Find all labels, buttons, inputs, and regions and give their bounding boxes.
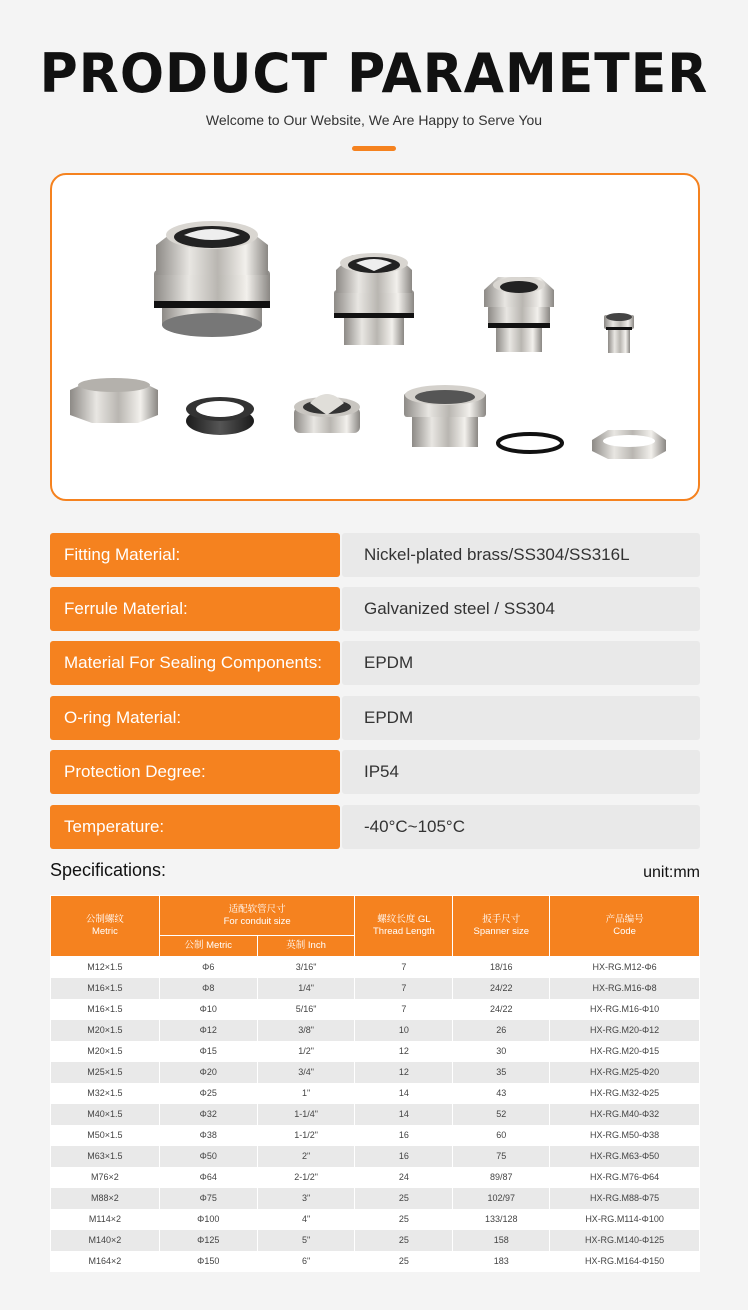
table-row	[51, 1062, 700, 1083]
cell-thread-length: 10	[355, 1020, 453, 1041]
cell-spanner-size: 60	[453, 1125, 550, 1146]
ferrule	[294, 394, 360, 433]
cell-code: HX-RG.M16-Φ10	[550, 999, 700, 1020]
cell-spanner-size: 18/16	[453, 957, 550, 978]
cell-metric: M88×2	[51, 1188, 160, 1209]
cell-thread-length: 25	[355, 1188, 453, 1209]
header-metric: 公制螺纹 Metric	[51, 896, 160, 957]
cell-conduit-inch: 2"	[257, 1146, 355, 1167]
table-row	[51, 999, 700, 1020]
param-value: EPDM	[342, 641, 700, 685]
hex-nut-large	[70, 378, 158, 423]
cable-gland-parts-image	[52, 175, 698, 499]
cell-conduit-inch: 3/8"	[257, 1020, 355, 1041]
cell-metric: M20×1.5	[51, 1041, 160, 1062]
cell-code: HX-RG.M63-Φ50	[550, 1146, 700, 1167]
table-row	[51, 1020, 700, 1041]
cell-thread-length: 7	[355, 957, 453, 978]
table-row	[51, 1125, 700, 1146]
cell-metric: M25×1.5	[51, 1062, 160, 1083]
header-conduit-metric: 公制 Metric	[159, 936, 257, 957]
large-gland	[154, 221, 270, 337]
cell-thread-length: 7	[355, 978, 453, 999]
cell-conduit-inch: 3"	[257, 1188, 355, 1209]
cell-code: HX-RG.M50-Φ38	[550, 1125, 700, 1146]
cell-spanner-size: 43	[453, 1083, 550, 1104]
cell-conduit-metric: Φ6	[159, 957, 257, 978]
cell-code: HX-RG.M164-Φ150	[550, 1251, 700, 1272]
cell-conduit-metric: Φ100	[159, 1209, 257, 1230]
table-row	[51, 1188, 700, 1209]
cell-spanner-size: 133/128	[453, 1209, 550, 1230]
cell-thread-length: 16	[355, 1146, 453, 1167]
accent-divider	[352, 146, 396, 151]
cell-code: HX-RG.M25-Φ20	[550, 1062, 700, 1083]
cell-thread-length: 7	[355, 999, 453, 1020]
cell-spanner-size: 35	[453, 1062, 550, 1083]
cell-thread-length: 24	[355, 1167, 453, 1188]
product-photo	[50, 173, 700, 501]
cell-code: HX-RG.M20-Φ12	[550, 1020, 700, 1041]
cell-spanner-size: 158	[453, 1230, 550, 1251]
cell-spanner-size: 52	[453, 1104, 550, 1125]
cell-code: HX-RG.M88-Φ75	[550, 1188, 700, 1209]
param-row-ferrule-material	[50, 587, 700, 631]
table-row	[51, 1083, 700, 1104]
cell-conduit-inch: 4"	[257, 1209, 355, 1230]
unit-label: unit:mm	[643, 864, 700, 881]
header-conduit-size: 适配软管尺寸 For conduit size	[159, 896, 355, 936]
cell-thread-length: 25	[355, 1251, 453, 1272]
table-row	[51, 1230, 700, 1251]
cell-conduit-metric: Φ15	[159, 1041, 257, 1062]
cell-thread-length: 12	[355, 1041, 453, 1062]
cell-thread-length: 12	[355, 1062, 453, 1083]
param-label: Fitting Material:	[50, 533, 340, 577]
param-label: Material For Sealing Components:	[50, 641, 340, 685]
specifications-table	[50, 895, 700, 1272]
table-row	[51, 957, 700, 978]
cell-conduit-metric: Φ50	[159, 1146, 257, 1167]
cell-thread-length: 25	[355, 1230, 453, 1251]
cell-conduit-metric: Φ10	[159, 999, 257, 1020]
cell-code: HX-RG.M114-Φ100	[550, 1209, 700, 1230]
hex-nut-thin	[592, 430, 666, 459]
cell-metric: M12×1.5	[51, 957, 160, 978]
table-row	[51, 1146, 700, 1167]
cell-code: HX-RG.M20-Φ15	[550, 1041, 700, 1062]
cell-conduit-metric: Φ125	[159, 1230, 257, 1251]
table-row	[51, 1251, 700, 1272]
param-row-fitting-material	[50, 533, 700, 577]
param-row-sealing-material	[50, 641, 700, 685]
cell-code: HX-RG.M16-Φ8	[550, 978, 700, 999]
param-label: O-ring Material:	[50, 696, 340, 740]
param-row-temperature	[50, 805, 700, 849]
cell-metric: M16×1.5	[51, 999, 160, 1020]
medium-gland	[334, 253, 414, 345]
cell-conduit-inch: 1-1/4"	[257, 1104, 355, 1125]
param-label: Protection Degree:	[50, 750, 340, 794]
cell-conduit-inch: 3/16"	[257, 957, 355, 978]
cell-code: HX-RG.M76-Φ64	[550, 1167, 700, 1188]
cell-spanner-size: 30	[453, 1041, 550, 1062]
table-row	[51, 978, 700, 999]
cell-thread-length: 14	[355, 1104, 453, 1125]
cell-metric: M76×2	[51, 1167, 160, 1188]
cell-metric: M20×1.5	[51, 1020, 160, 1041]
page-subtitle: Welcome to Our Website, We Are Happy to Serve You	[205, 112, 543, 128]
cell-metric: M16×1.5	[51, 978, 160, 999]
cell-conduit-metric: Φ25	[159, 1083, 257, 1104]
cell-metric: M164×2	[51, 1251, 160, 1272]
header-code: 产品编号 Code	[550, 896, 700, 957]
threaded-body	[404, 385, 486, 447]
cell-spanner-size: 102/97	[453, 1188, 550, 1209]
cell-conduit-inch: 1/2"	[257, 1041, 355, 1062]
table-row	[51, 1209, 700, 1230]
cell-conduit-inch: 3/4"	[257, 1062, 355, 1083]
table-row	[51, 1104, 700, 1125]
tiny-gland	[604, 313, 634, 353]
cell-code: HX-RG.M40-Φ32	[550, 1104, 700, 1125]
cell-code: HX-RG.M140-Φ125	[550, 1230, 700, 1251]
specifications-table-body	[51, 957, 700, 1272]
cell-spanner-size: 75	[453, 1146, 550, 1167]
param-value: IP54	[342, 750, 700, 794]
cell-conduit-metric: Φ150	[159, 1251, 257, 1272]
cell-thread-length: 16	[355, 1125, 453, 1146]
cell-conduit-metric: Φ8	[159, 978, 257, 999]
cell-conduit-metric: Φ20	[159, 1062, 257, 1083]
cell-conduit-metric: Φ38	[159, 1125, 257, 1146]
cell-code: HX-RG.M32-Φ25	[550, 1083, 700, 1104]
param-row-protection-degree	[50, 750, 700, 794]
header-thread-length: 螺纹长度 GL Thread Length	[355, 896, 453, 957]
specifications-heading: Specifications:	[50, 860, 167, 880]
cell-thread-length: 14	[355, 1083, 453, 1104]
param-row-oring-material	[50, 696, 700, 740]
cell-spanner-size: 24/22	[453, 978, 550, 999]
cell-conduit-inch: 1-1/2"	[257, 1125, 355, 1146]
cell-conduit-inch: 2-1/2"	[257, 1167, 355, 1188]
small-gland	[484, 277, 554, 352]
cell-metric: M40×1.5	[51, 1104, 160, 1125]
cell-conduit-inch: 5/16"	[257, 999, 355, 1020]
param-label: Ferrule Material:	[50, 587, 340, 631]
cell-conduit-metric: Φ75	[159, 1188, 257, 1209]
cell-spanner-size: 26	[453, 1020, 550, 1041]
page-title: PRODUCT PARAMETER	[39, 42, 709, 106]
cell-conduit-inch: 6"	[257, 1251, 355, 1272]
table-row	[51, 1167, 700, 1188]
cell-metric: M50×1.5	[51, 1125, 160, 1146]
param-value: EPDM	[342, 696, 700, 740]
cell-code: HX-RG.M12-Φ6	[550, 957, 700, 978]
param-value: -40°C~105°C	[342, 805, 700, 849]
cell-spanner-size: 89/87	[453, 1167, 550, 1188]
seal-ring	[186, 397, 254, 435]
cell-conduit-inch: 5"	[257, 1230, 355, 1251]
o-ring	[498, 434, 562, 452]
table-row	[51, 1041, 700, 1062]
cell-thread-length: 25	[355, 1209, 453, 1230]
param-value: Galvanized steel / SS304	[342, 587, 700, 631]
cell-metric: M140×2	[51, 1230, 160, 1251]
cell-conduit-inch: 1"	[257, 1083, 355, 1104]
cell-conduit-metric: Φ32	[159, 1104, 257, 1125]
cell-conduit-metric: Φ64	[159, 1167, 257, 1188]
param-value: Nickel-plated brass/SS304/SS316L	[342, 533, 700, 577]
cell-metric: M63×1.5	[51, 1146, 160, 1167]
param-label: Temperature:	[50, 805, 340, 849]
cell-metric: M114×2	[51, 1209, 160, 1230]
header-spanner-size: 扳手尺寸 Spanner size	[453, 896, 550, 957]
header-conduit-inch: 英制 Inch	[257, 936, 355, 957]
cell-conduit-metric: Φ12	[159, 1020, 257, 1041]
cell-spanner-size: 24/22	[453, 999, 550, 1020]
cell-spanner-size: 183	[453, 1251, 550, 1272]
cell-metric: M32×1.5	[51, 1083, 160, 1104]
cell-conduit-inch: 1/4"	[257, 978, 355, 999]
